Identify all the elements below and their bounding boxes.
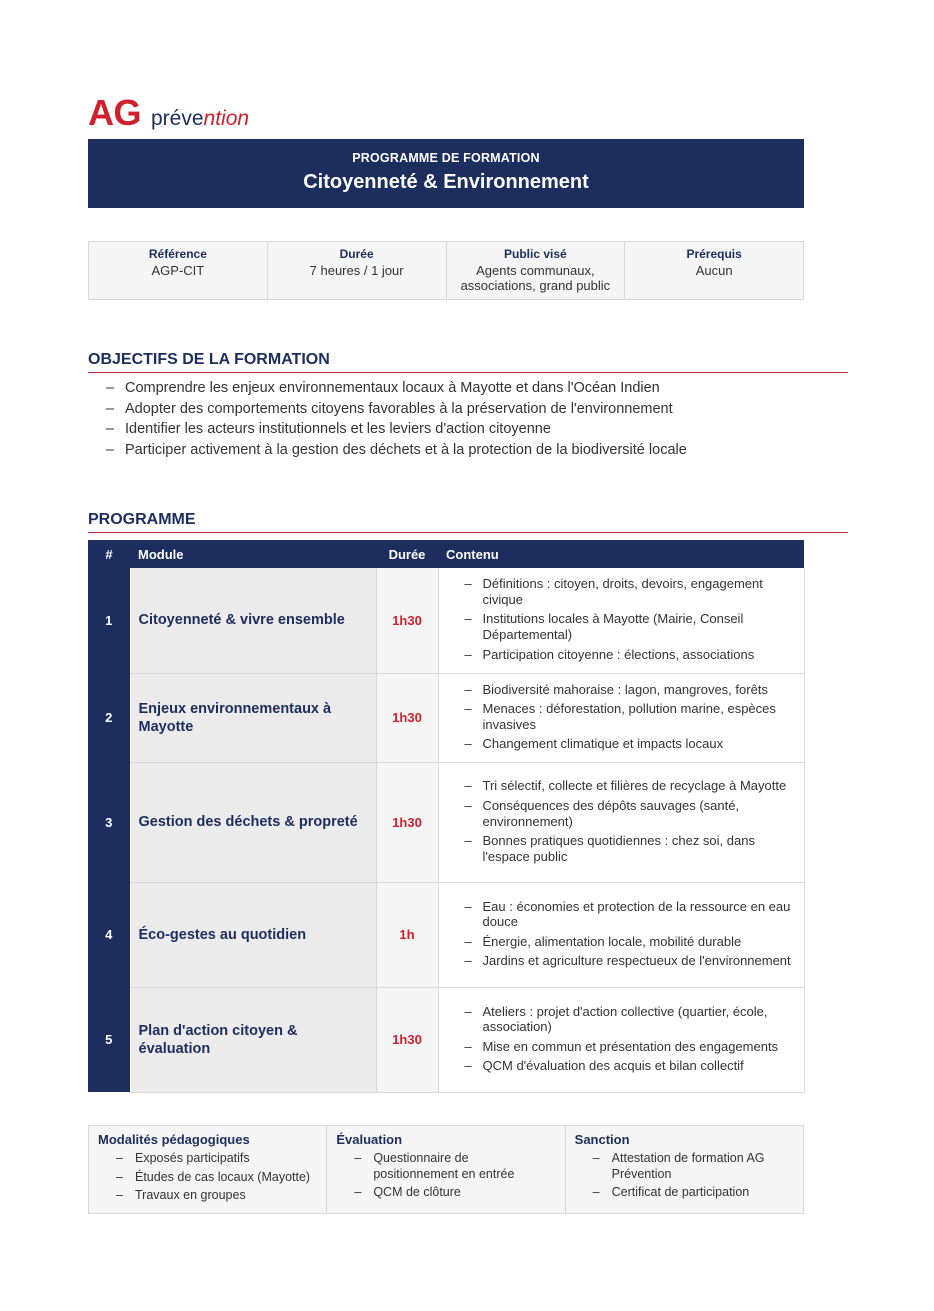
logo-word-plain: préve [151, 107, 204, 130]
module-content [438, 987, 804, 1092]
list-item: – Menaces : déforestation, pollution marine, espèces invasives [464, 701, 776, 732]
list-item: – Biodiversité mahoraise : lagon, mangroves, forêts [464, 681, 768, 697]
info-label: Prérequis [686, 247, 742, 261]
info-value: Aucun [695, 263, 733, 278]
table-header-row [88, 540, 804, 568]
logo-word-italic: ntion [203, 107, 250, 130]
info-prerequisites [625, 242, 803, 299]
list-item: – Ateliers : projet d'action collective (quartier, école, association) [464, 1003, 768, 1035]
module-number: 3 [88, 762, 130, 882]
programme-table [88, 540, 805, 1093]
info-reference [89, 242, 268, 299]
list-item: – Questionnaire de positionnement en entrée [354, 1151, 515, 1181]
module-content [438, 673, 804, 762]
list-item: – Travaux en groupes [116, 1188, 246, 1202]
banner-subtitle: PROGRAMME DE FORMATION [352, 151, 540, 165]
table-row [88, 882, 804, 987]
list-item: – Participer activement à la gestion des déchets et à la protection de la biodiversité locale [106, 441, 687, 458]
module-number: 4 [88, 882, 130, 987]
list-item: – Mise en commun et présentation des engagements [464, 1038, 779, 1054]
list-item: – Conséquences des dépôts sauvages (santé, environnement) [464, 797, 740, 829]
module-duration: 1h30 [376, 987, 438, 1092]
list-item: – Eau : économies et protection de la ressource en eau douce [464, 898, 791, 930]
module-content [438, 882, 804, 987]
module-title: Gestion des déchets & propreté [130, 762, 376, 882]
list-item: – Participation citoyenne : élections, associations [464, 646, 755, 662]
table-row [88, 673, 804, 762]
info-label: Référence [148, 247, 207, 261]
list-item: – Études de cas locaux (Mayotte) [116, 1169, 311, 1184]
programme-heading: PROGRAMME [88, 511, 848, 533]
module-number: 5 [88, 987, 130, 1092]
module-duration: 1h [376, 882, 438, 987]
info-table [88, 241, 804, 300]
info-duration [268, 242, 447, 299]
list-item: – Attestation de formation AG Prévention [592, 1151, 765, 1181]
info-value: AGP-CIT [151, 263, 205, 278]
col-header-module: Module [130, 540, 376, 568]
box-heading: Évaluation [336, 1132, 403, 1147]
list-item: – Identifier les acteurs institutionnels et les leviers d'action citoyenne [106, 421, 551, 438]
list-item: – Tri sélectif, collecte et filières de recyclage à Mayotte [464, 778, 787, 794]
title-banner [88, 139, 804, 208]
evaluation [327, 1126, 565, 1213]
list-item: – Exposés participatifs [116, 1151, 250, 1165]
list-item: – Institutions locales à Mayotte (Mairie, Conseil Départemental) [464, 611, 744, 643]
list-item: – Comprendre les enjeux environnementaux locaux à Mayotte et dans l'Océan Indien [106, 380, 660, 396]
list-item: – Définitions : citoyen, droits, devoirs, engagement civique [464, 576, 763, 607]
list-item: – Changement climatique et impacts locaux [464, 736, 724, 752]
module-duration: 1h30 [376, 762, 438, 882]
module-duration: 1h30 [376, 673, 438, 762]
col-header-duration: Durée [376, 540, 438, 568]
list-item: – Adopter des comportements citoyens favorables à la préservation de l'environnement [106, 400, 673, 417]
info-value: 7 heures / 1 jour [309, 263, 404, 278]
col-header-num: # [88, 540, 130, 568]
objectives-heading: OBJECTIFS DE LA FORMATION [88, 351, 848, 373]
objectives-list [106, 378, 687, 460]
module-duration: 1h30 [376, 568, 438, 673]
box-heading: Modalités pédagogiques [98, 1132, 250, 1147]
module-title: Enjeux environnementaux à Mayotte [130, 673, 376, 762]
pedagogical-methods [89, 1126, 327, 1213]
module-content [438, 568, 804, 673]
list-item: – Jardins et agriculture respectueux de l'environnement [464, 953, 791, 969]
box-heading: Sanction [574, 1132, 630, 1147]
module-number: 1 [88, 568, 130, 673]
company-logo [88, 92, 249, 132]
col-header-content: Contenu [438, 540, 804, 568]
module-title: Plan d'action citoyen & évaluation [130, 987, 376, 1092]
module-title: Citoyenneté & vivre ensemble [130, 568, 376, 673]
list-item: – Énergie, alimentation locale, mobilité durable [464, 933, 742, 949]
module-number: 2 [88, 673, 130, 762]
list-item: – QCM d'évaluation des acquis et bilan collectif [464, 1058, 744, 1074]
sanction [566, 1126, 803, 1213]
list-item: – QCM de clôture [354, 1185, 461, 1199]
module-title: Éco-gestes au quotidien [130, 882, 376, 987]
list-item: – Certificat de participation [592, 1185, 750, 1199]
module-content [438, 762, 804, 882]
info-audience [447, 242, 626, 299]
info-value: Agents communaux, associations, grand public [460, 263, 611, 293]
page-title: Citoyenneté & Environnement [303, 171, 589, 193]
logo-word [151, 107, 249, 130]
info-label: Durée [339, 247, 374, 261]
table-row [88, 762, 804, 882]
table-row [88, 987, 804, 1092]
info-label: Public visé [504, 247, 567, 261]
logo-brand: AG [88, 92, 141, 133]
table-row [88, 568, 804, 673]
list-item: – Bonnes pratiques quotidiennes : chez soi, dans l'espace public [464, 833, 755, 864]
modalities-box [88, 1125, 804, 1214]
